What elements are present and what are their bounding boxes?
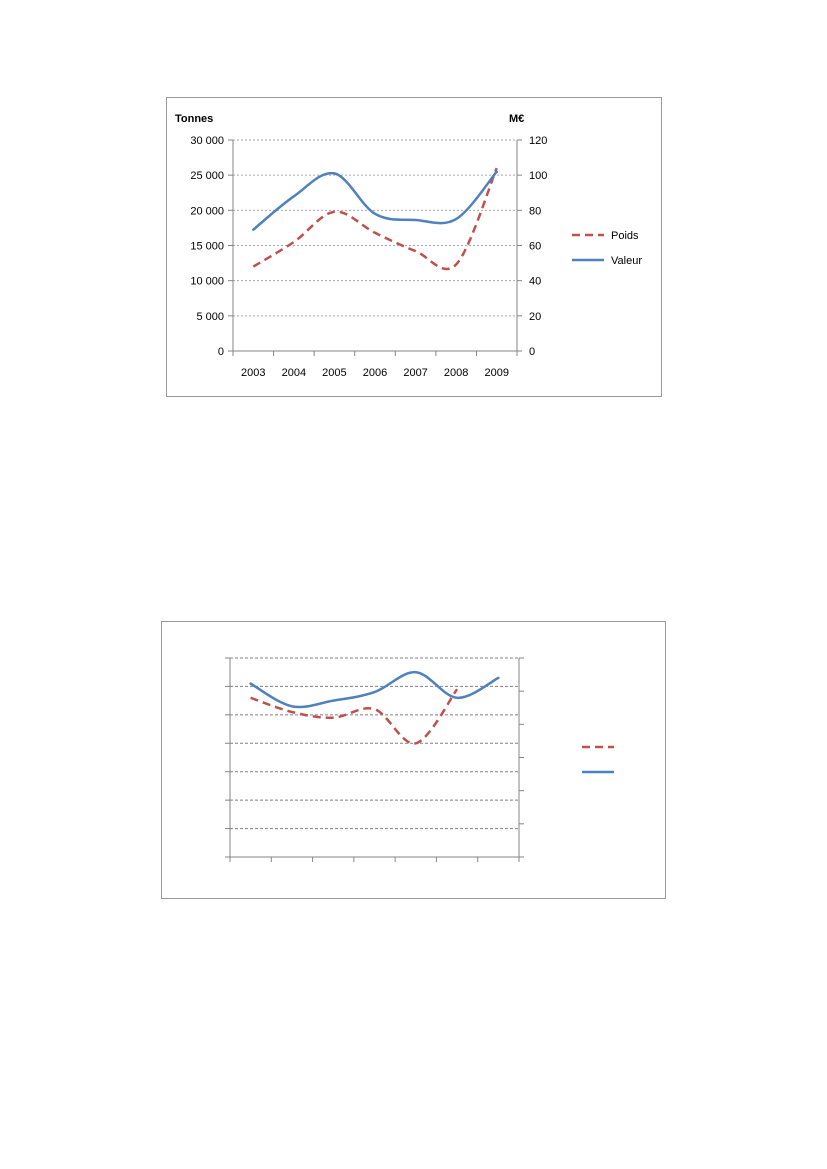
y-left-tick-label: 0 [217, 346, 224, 358]
chart-weight-value [166, 97, 662, 397]
y-right-tick-label: 100 [529, 170, 548, 183]
y-left-tick-label: 30 000 [190, 135, 224, 147]
series-line-2 [251, 672, 499, 707]
y-left-tick-label: 15 000 [190, 240, 224, 253]
chart-secondary [161, 621, 666, 899]
y-right-tick-label: 120 [529, 135, 548, 147]
y-left-tick-label: 10 000 [190, 275, 224, 288]
x-tick-label: 2003 [241, 367, 266, 379]
y-right-tick-label: 0 [529, 346, 536, 358]
y-right-tick-label: 60 [529, 240, 542, 253]
x-tick-label: 2008 [443, 367, 469, 379]
legend-label-poids: Poids [611, 230, 639, 242]
chart-1-canvas [167, 98, 661, 396]
y-left-tick-label: 25 000 [190, 170, 224, 183]
x-tick-label: 2009 [484, 367, 509, 379]
x-tick-label: 2004 [281, 367, 307, 379]
x-tick-label: 2005 [322, 367, 347, 379]
series-line-poids [253, 168, 496, 269]
x-tick-label: 2006 [362, 367, 388, 379]
y-right-tick-label: 40 [529, 275, 542, 288]
y-right-tick-label: 80 [529, 205, 542, 218]
series-line-valeur [253, 172, 496, 230]
y-left-tick-label: 20 000 [190, 205, 224, 218]
chart-2-canvas [162, 622, 665, 898]
y-left-tick-label: 5 000 [196, 310, 224, 323]
legend-label-valeur: Valeur [611, 255, 642, 267]
y-right-axis-title: M€ [509, 113, 525, 125]
y-right-tick-label: 20 [529, 310, 542, 323]
y-left-axis-title: Tonnes [175, 113, 214, 125]
x-tick-label: 2007 [403, 367, 428, 379]
